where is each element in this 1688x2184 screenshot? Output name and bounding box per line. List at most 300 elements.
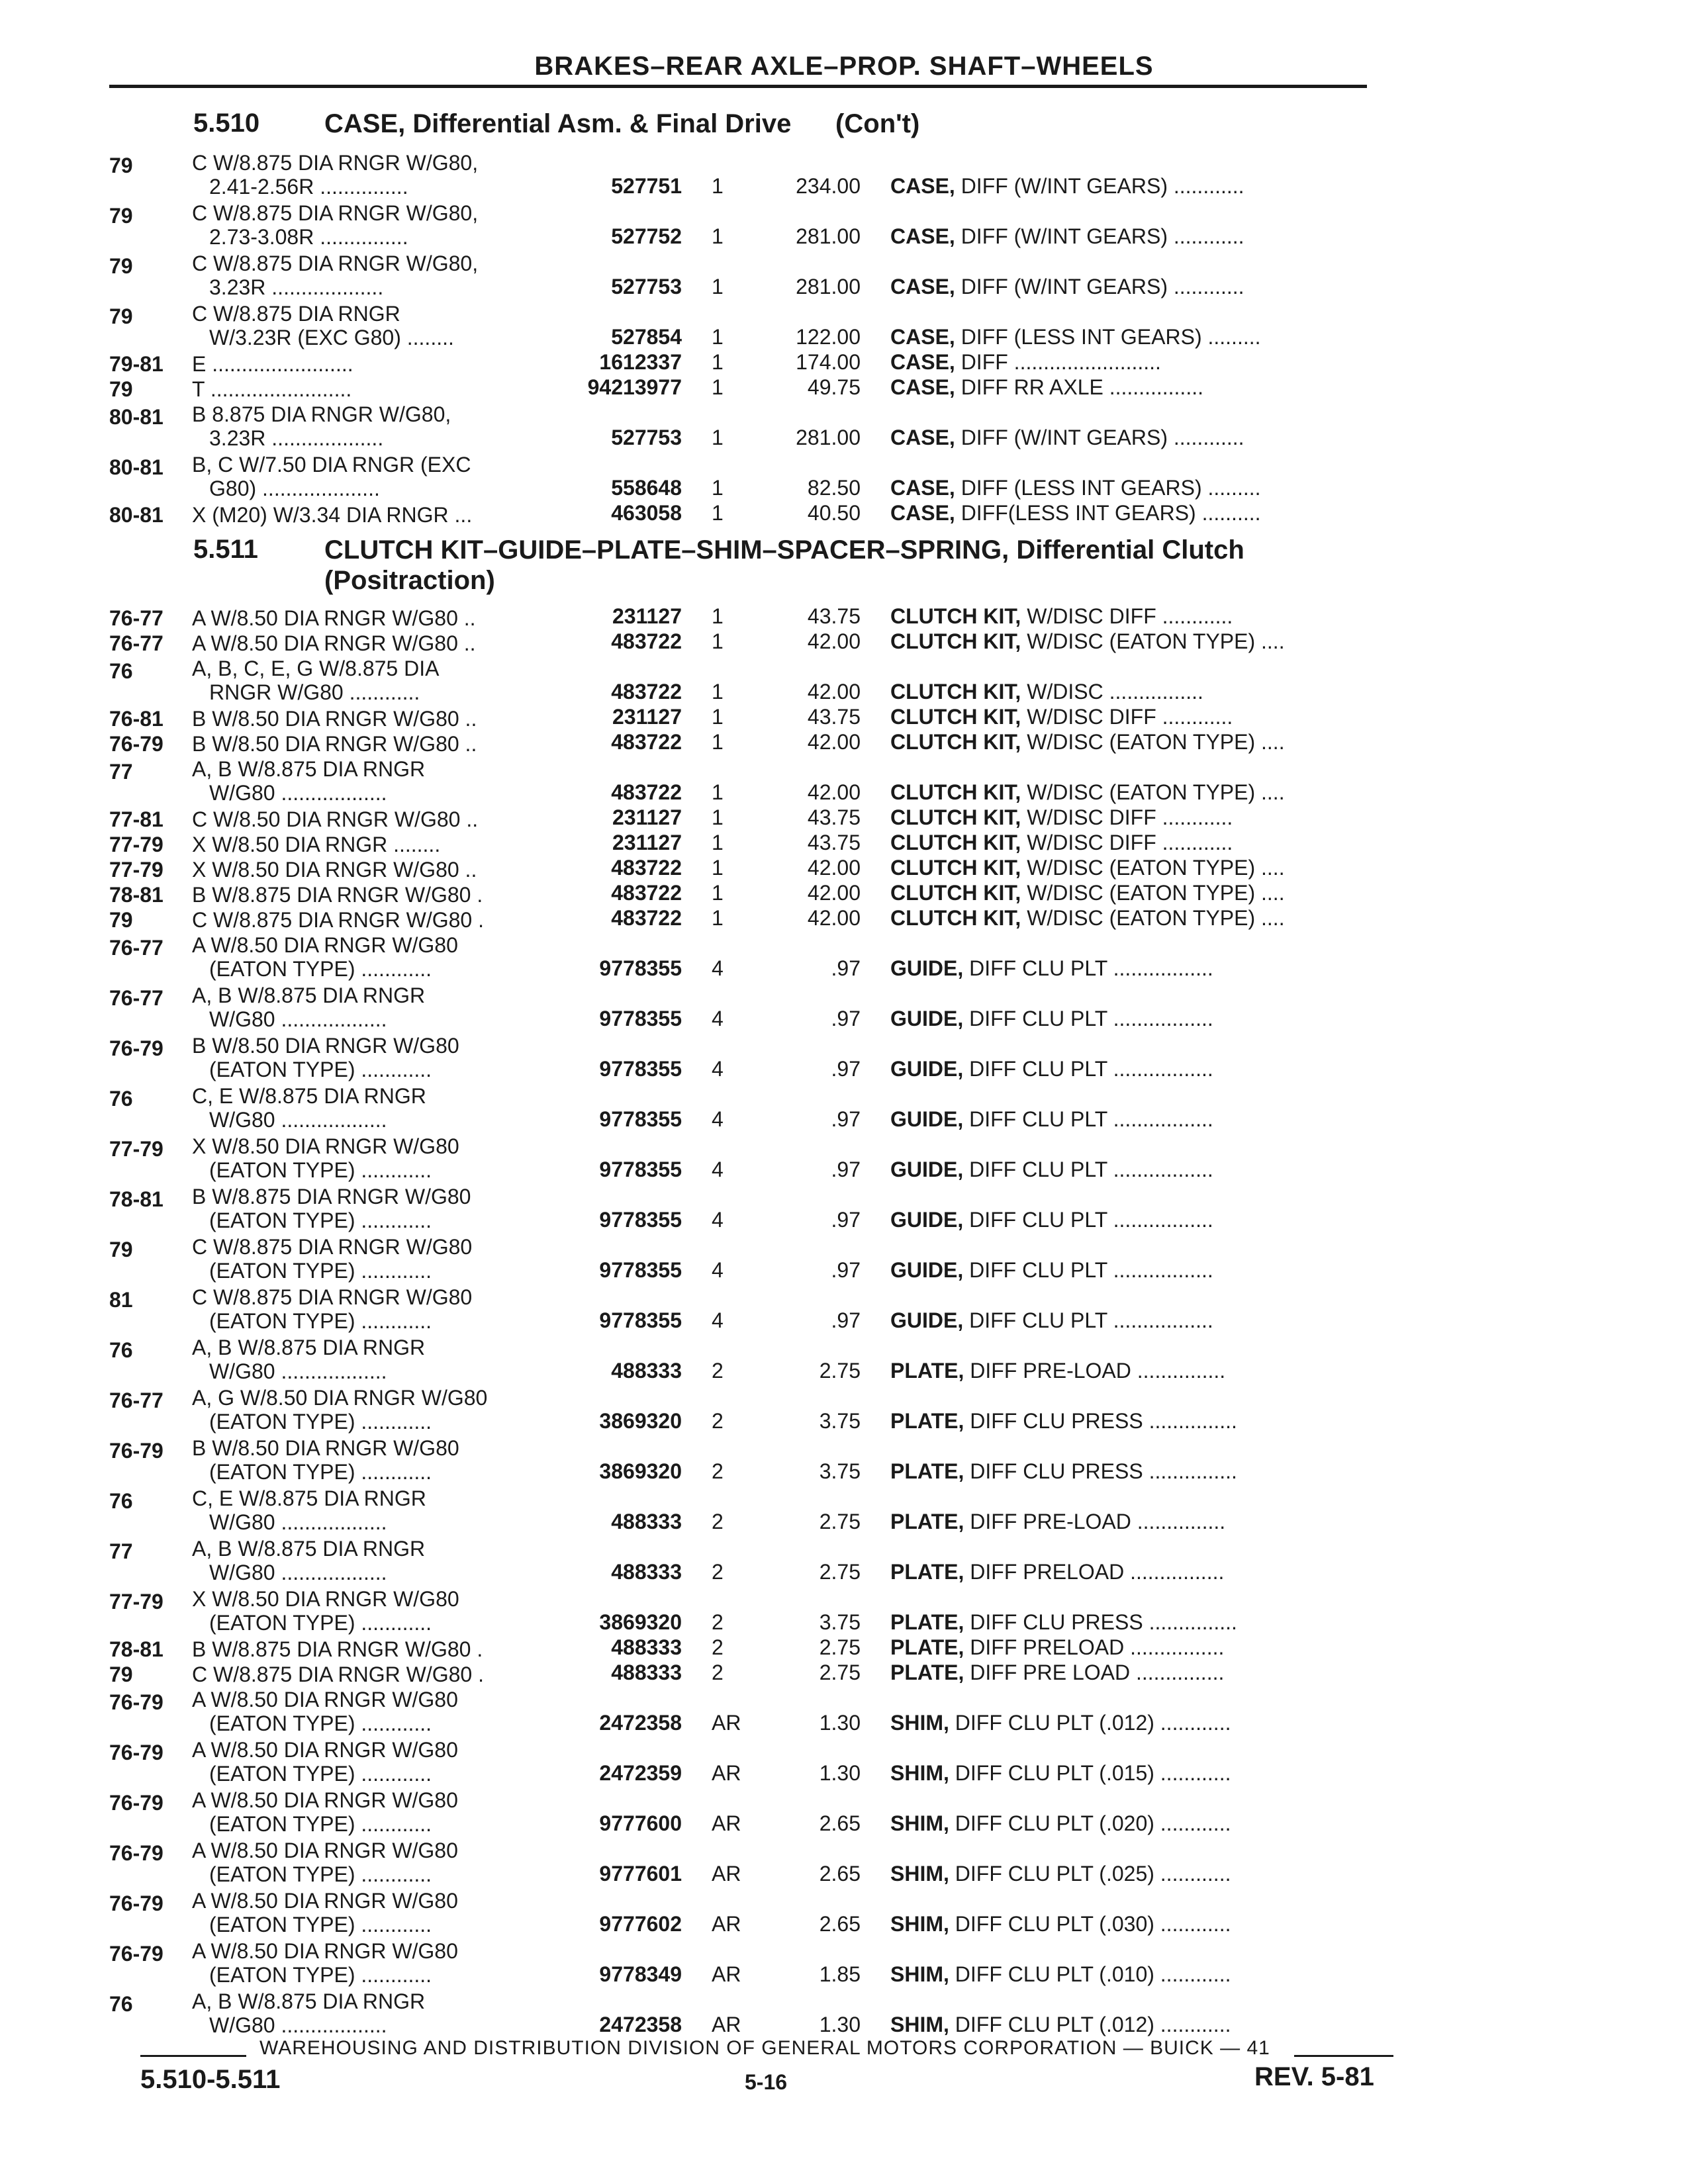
application-cont: (EATON TYPE) ............ (209, 1913, 432, 1936)
price: 281.00 (796, 426, 861, 449)
part-number: 9778355 (599, 1158, 682, 1181)
part-number: 9778349 (599, 1962, 682, 1986)
section-header (0, 101, 1688, 150)
model-year: 81 (109, 1288, 133, 1312)
part-detail: DIFF (LESS INT GEARS) ......... (955, 476, 1261, 500)
part-number: 527753 (611, 426, 682, 449)
part-description (890, 1862, 1231, 1886)
application-cont: (EATON TYPE) ............ (209, 1309, 432, 1333)
application-cont: (EATON TYPE) ............ (209, 1460, 432, 1484)
part-name: SHIM, (890, 2013, 949, 2036)
table-row (0, 300, 1688, 351)
part-description (890, 805, 1233, 830)
model-year: 79 (109, 908, 133, 932)
section-number: 5.511 (193, 535, 258, 564)
part-number: 483722 (611, 780, 682, 804)
application: A W/8.50 DIA RNGR W/G80 (192, 1788, 458, 1812)
quantity: 1 (712, 325, 724, 349)
part-number: 9778355 (599, 1208, 682, 1232)
part-name: GUIDE, (890, 1258, 964, 1282)
table-row (0, 731, 1688, 756)
part-description (890, 1560, 1224, 1584)
part-number: 527753 (611, 275, 682, 298)
application: A W/8.50 DIA RNGR W/G80 .. (192, 606, 476, 630)
section-title (324, 109, 1450, 139)
application-cont: W/G80 .................. (209, 2013, 387, 2037)
table-row (0, 1032, 1688, 1083)
part-description (890, 501, 1261, 525)
application: B W/8.50 DIA RNGR W/G80 (192, 1436, 459, 1460)
part-detail: DIFF CLU PLT ................. (963, 956, 1213, 980)
part-name: GUIDE, (890, 1057, 964, 1081)
part-detail: DIFF (W/INT GEARS) ............ (955, 426, 1244, 449)
part-detail: DIFF CLU PLT ................. (963, 1308, 1213, 1332)
application-cont: (EATON TYPE) ............ (209, 1611, 432, 1635)
footer-page-number: 5-16 (745, 2070, 788, 2094)
part-number: 488333 (611, 1510, 682, 1533)
application: C W/8.875 DIA RNGR W/G80, (192, 251, 479, 275)
part-number: 231127 (612, 831, 682, 854)
part-name: PLATE, (890, 1635, 964, 1659)
part-detail: DIFF PRE-LOAD ............... (964, 1510, 1226, 1533)
price: .97 (831, 1158, 861, 1181)
application-cont: RNGR W/G80 ............ (209, 680, 420, 704)
model-year: 77-79 (109, 833, 164, 856)
model-year: 76-79 (109, 1036, 164, 1060)
part-number: 483722 (611, 906, 682, 930)
price: 43.75 (807, 705, 861, 729)
price: 49.75 (807, 375, 861, 399)
part-detail: DIFF CLU PLT (.030) ............ (949, 1912, 1231, 1936)
model-year: 79 (109, 304, 133, 328)
application-cont: (EATON TYPE) ............ (209, 1410, 432, 1433)
price: 1.30 (819, 1711, 861, 1735)
part-number: 527854 (611, 325, 682, 349)
application: E ........................ (192, 352, 353, 376)
part-number: 3869320 (599, 1409, 682, 1433)
model-year: 77 (109, 1539, 133, 1563)
part-description (890, 350, 1161, 375)
part-description (890, 1510, 1225, 1534)
part-number: 9778355 (599, 1057, 682, 1081)
part-name: CLUTCH KIT, (890, 604, 1021, 628)
application: X W/8.50 DIA RNGR W/G80 (192, 1134, 459, 1158)
table-row (0, 1535, 1688, 1586)
application-cont: (EATON TYPE) ............ (209, 1762, 432, 1786)
part-description (890, 956, 1213, 981)
application: B W/8.50 DIA RNGR W/G80 (192, 1034, 459, 1058)
table-row (0, 1837, 1688, 1888)
footer-rule (140, 2055, 246, 2057)
price: 43.75 (807, 604, 861, 628)
price: 82.50 (807, 476, 861, 500)
part-name: CASE, (890, 174, 955, 198)
part-name: PLATE, (890, 1510, 964, 1533)
part-description (890, 1007, 1213, 1031)
price: 1.30 (819, 2013, 861, 2036)
application: A W/8.50 DIA RNGR W/G80 .. (192, 631, 476, 655)
part-name: CLUTCH KIT, (890, 805, 1021, 829)
quantity: 4 (712, 1158, 724, 1181)
part-name: GUIDE, (890, 956, 964, 980)
part-description (890, 2013, 1231, 2037)
table-row (0, 982, 1688, 1032)
application: A, B W/8.875 DIA RNGR (192, 1336, 426, 1359)
application: C W/8.50 DIA RNGR W/G80 .. (192, 807, 479, 831)
part-description (890, 730, 1285, 754)
price: 281.00 (796, 275, 861, 298)
part-description (890, 705, 1233, 729)
section-continued: (Con't) (835, 109, 920, 138)
part-name: GUIDE, (890, 1158, 964, 1181)
part-description (890, 325, 1261, 349)
table-row (0, 856, 1688, 882)
model-year: 79-81 (109, 352, 164, 376)
price: 42.00 (807, 906, 861, 930)
price: .97 (831, 1007, 861, 1030)
part-name: CASE, (890, 476, 955, 500)
part-description (890, 881, 1285, 905)
part-name: GUIDE, (890, 1308, 964, 1332)
model-year: 78-81 (109, 883, 164, 907)
part-name: CLUTCH KIT, (890, 730, 1021, 754)
part-name: PLATE, (890, 1359, 964, 1383)
price: 1.30 (819, 1761, 861, 1785)
price: 2.75 (819, 1560, 861, 1584)
part-description (890, 1409, 1237, 1433)
price: 40.50 (807, 501, 861, 525)
application-cont: W/G80 .................. (209, 1561, 387, 1584)
price: 42.00 (807, 680, 861, 704)
part-number: 9778355 (599, 1258, 682, 1282)
part-description (890, 275, 1244, 299)
part-description (890, 1459, 1237, 1484)
table-row (0, 907, 1688, 932)
section-header (0, 527, 1688, 605)
part-name: SHIM, (890, 1711, 949, 1735)
part-name: CASE, (890, 375, 955, 399)
part-description (890, 1962, 1231, 1987)
application-cont: (EATON TYPE) ............ (209, 1812, 432, 1836)
title-rule (109, 85, 1367, 88)
table-row (0, 1435, 1688, 1485)
model-year: 76-81 (109, 707, 164, 731)
quantity: AR (712, 1962, 741, 1986)
footer-publisher: WAREHOUSING AND DISTRIBUTION DIVISION OF GENERAL MOTORS CORPORATION — BUICK — 41 (259, 2037, 1270, 2059)
part-name: CLUTCH KIT, (890, 831, 1021, 854)
price: 43.75 (807, 831, 861, 854)
part-detail: DIFF CLU PRESS ............... (964, 1409, 1237, 1433)
application-cont: (EATON TYPE) ............ (209, 1158, 432, 1182)
part-number: 1612337 (599, 350, 682, 374)
part-detail: DIFF CLU PLT ................. (963, 1007, 1213, 1030)
part-detail: W/DISC DIFF ............ (1021, 805, 1233, 829)
model-year: 79 (109, 204, 133, 228)
model-year: 80-81 (109, 405, 164, 429)
table-row (0, 502, 1688, 527)
part-name: SHIM, (890, 1811, 949, 1835)
part-number: 527751 (611, 174, 682, 198)
model-year: 76 (109, 1087, 133, 1111)
part-name: PLATE, (890, 1610, 964, 1634)
part-name: CLUTCH KIT, (890, 856, 1021, 880)
quantity: 1 (712, 629, 724, 653)
part-description (890, 1635, 1224, 1660)
part-detail: W/DISC (EATON TYPE) .... (1021, 856, 1285, 880)
quantity: 1 (712, 224, 724, 248)
model-year: 76-79 (109, 1690, 164, 1714)
part-detail: W/DISC DIFF ............ (1021, 831, 1233, 854)
model-year: 76-79 (109, 1439, 164, 1463)
model-year: 77-81 (109, 807, 164, 831)
model-year: 76-77 (109, 631, 164, 655)
part-name: CLUTCH KIT, (890, 780, 1021, 804)
price: 3.75 (819, 1409, 861, 1433)
model-year: 76-77 (109, 986, 164, 1010)
part-name: CLUTCH KIT, (890, 629, 1021, 653)
part-number: 488333 (611, 1560, 682, 1584)
model-year: 77-79 (109, 1137, 164, 1161)
price: 3.75 (819, 1459, 861, 1483)
part-description (890, 1158, 1213, 1182)
section-rows (0, 150, 1688, 527)
part-description (890, 680, 1203, 704)
part-description (890, 426, 1244, 450)
part-number: 3869320 (599, 1610, 682, 1634)
part-detail: DIFF CLU PLT ................. (963, 1057, 1213, 1081)
application-cont: 2.41-2.56R ............... (209, 175, 408, 199)
price: 174.00 (796, 350, 861, 374)
part-detail: W/DISC (EATON TYPE) .... (1021, 730, 1285, 754)
application-cont: W/3.23R (EXC G80) ........ (209, 326, 454, 349)
price: 1.85 (819, 1962, 861, 1986)
part-number: 2472358 (599, 1711, 682, 1735)
model-year: 76-79 (109, 1841, 164, 1865)
part-name: CASE, (890, 350, 955, 374)
price: .97 (831, 1208, 861, 1232)
application: C, E W/8.875 DIA RNGR (192, 1486, 426, 1510)
price: 42.00 (807, 629, 861, 653)
price: 2.75 (819, 1359, 861, 1383)
model-year: 79 (109, 154, 133, 177)
quantity: 1 (712, 501, 724, 525)
price: 122.00 (796, 325, 861, 349)
part-detail: DIFF CLU PLT ................. (963, 1158, 1213, 1181)
footer-revision: REV. 5-81 (1254, 2062, 1374, 2091)
part-detail: DIFF CLU PLT ................. (963, 1107, 1213, 1131)
quantity: 1 (712, 426, 724, 449)
quantity: 4 (712, 956, 724, 980)
table-row (0, 882, 1688, 907)
application: X (M20) W/3.34 DIA RNGR ... (192, 503, 473, 527)
quantity: 4 (712, 1258, 724, 1282)
part-number: 231127 (612, 705, 682, 729)
table-row (0, 1586, 1688, 1636)
model-year: 79 (109, 1238, 133, 1261)
price: 42.00 (807, 881, 861, 905)
price: .97 (831, 956, 861, 980)
quantity: 4 (712, 1107, 724, 1131)
part-name: PLATE, (890, 1560, 964, 1584)
table-row (0, 401, 1688, 451)
part-detail: DIFF CLU PRESS ............... (964, 1610, 1237, 1634)
part-description (890, 1811, 1231, 1836)
price: .97 (831, 1107, 861, 1131)
part-description (890, 629, 1285, 654)
quantity: 2 (712, 1560, 724, 1584)
part-detail: DIFF CLU PRESS ............... (964, 1459, 1237, 1483)
table-row (0, 250, 1688, 300)
part-number: 9777602 (599, 1912, 682, 1936)
model-year: 76-79 (109, 1791, 164, 1815)
part-number: 9778355 (599, 1007, 682, 1030)
quantity: 1 (712, 906, 724, 930)
part-description (890, 604, 1233, 629)
part-number: 9777600 (599, 1811, 682, 1835)
application-cont: W/G80 .................. (209, 1108, 387, 1132)
part-detail: DIFF PRELOAD ................ (964, 1635, 1225, 1659)
part-number: 527752 (611, 224, 682, 248)
section-number: 5.510 (193, 109, 260, 138)
part-detail: DIFF PRE-LOAD ............... (964, 1359, 1226, 1383)
part-detail: DIFF ......................... (955, 350, 1161, 374)
part-name: CASE, (890, 224, 955, 248)
part-detail: W/DISC (EATON TYPE) .... (1021, 881, 1285, 905)
price: 2.75 (819, 1635, 861, 1659)
part-number: 2472358 (599, 2013, 682, 2036)
application-cont: (EATON TYPE) ............ (209, 1208, 432, 1232)
table-row (0, 376, 1688, 401)
application: A W/8.50 DIA RNGR W/G80 (192, 1738, 458, 1762)
price: .97 (831, 1258, 861, 1282)
part-detail: DIFF (W/INT GEARS) ............ (955, 275, 1244, 298)
part-description (890, 224, 1244, 249)
quantity: 1 (712, 275, 724, 298)
part-description (890, 856, 1285, 880)
application-cont: (EATON TYPE) ............ (209, 1963, 432, 1987)
quantity: AR (712, 1711, 741, 1735)
table-row (0, 1334, 1688, 1385)
price: 42.00 (807, 730, 861, 754)
table-row (0, 451, 1688, 502)
model-year: 76-77 (109, 1388, 164, 1412)
application-cont: (EATON TYPE) ............ (209, 1058, 432, 1081)
application-cont: G80) .................... (209, 477, 380, 500)
part-name: CASE, (890, 325, 955, 349)
part-number: 483722 (611, 730, 682, 754)
model-year: 78-81 (109, 1187, 164, 1211)
part-description (890, 1761, 1231, 1786)
part-detail: W/DISC DIFF ............ (1021, 604, 1233, 628)
part-description (890, 1308, 1213, 1333)
price: 2.65 (819, 1912, 861, 1936)
application: C W/8.875 DIA RNGR W/G80 . (192, 908, 484, 932)
part-description (890, 906, 1285, 931)
table-row (0, 605, 1688, 630)
quantity: 4 (712, 1057, 724, 1081)
table-row (0, 1385, 1688, 1435)
part-number: 94213977 (587, 375, 682, 399)
table-row (0, 1183, 1688, 1234)
application: C W/8.875 DIA RNGR W/G80 . (192, 1662, 484, 1686)
application-cont: W/G80 .................. (209, 781, 387, 805)
part-number: 483722 (611, 680, 682, 704)
price: 42.00 (807, 856, 861, 880)
table-row (0, 1234, 1688, 1284)
quantity: 2 (712, 1635, 724, 1659)
application: A, G W/8.50 DIA RNGR W/G80 (192, 1386, 488, 1410)
price: 234.00 (796, 174, 861, 198)
application: A, B, C, E, G W/8.875 DIA (192, 657, 440, 680)
model-year: 76-79 (109, 1942, 164, 1966)
application: B W/8.50 DIA RNGR W/G80 .. (192, 732, 477, 756)
price: .97 (831, 1057, 861, 1081)
quantity: 4 (712, 1007, 724, 1030)
part-number: 488333 (611, 1359, 682, 1383)
application: B W/8.875 DIA RNGR W/G80 . (192, 883, 483, 907)
model-year: 76-79 (109, 732, 164, 756)
part-name: CLUTCH KIT, (890, 680, 1021, 704)
application: A W/8.50 DIA RNGR W/G80 (192, 1889, 458, 1913)
table-row (0, 1083, 1688, 1133)
application: A W/8.50 DIA RNGR W/G80 (192, 1939, 458, 1963)
section-title (324, 535, 1450, 596)
application: B W/8.50 DIA RNGR W/G80 .. (192, 707, 477, 731)
part-number: 231127 (612, 805, 682, 829)
part-number: 9778355 (599, 1308, 682, 1332)
application-cont: (EATON TYPE) ............ (209, 1259, 432, 1283)
table-row (0, 1888, 1688, 1938)
quantity: 1 (712, 705, 724, 729)
part-description (890, 476, 1261, 500)
part-description (890, 1661, 1224, 1685)
application: C W/8.875 DIA RNGR W/G80 (192, 1235, 473, 1259)
table-row (0, 655, 1688, 705)
part-name: SHIM, (890, 1862, 949, 1886)
table-row (0, 200, 1688, 250)
footer-section-range: 5.510-5.511 (140, 2065, 281, 2094)
model-year: 76-77 (109, 606, 164, 630)
table-row (0, 1938, 1688, 1988)
model-year: 79 (109, 1662, 133, 1686)
part-description (890, 1359, 1225, 1383)
table-row (0, 150, 1688, 200)
part-detail: DIFF CLU PLT (.010) ............ (949, 1962, 1231, 1986)
model-year: 76 (109, 1992, 133, 2016)
quantity: AR (712, 1912, 741, 1936)
application: B, C W/7.50 DIA RNGR (EXC (192, 453, 471, 477)
quantity: 2 (712, 1661, 724, 1684)
application-cont: 3.23R ................... (209, 275, 384, 299)
price: 3.75 (819, 1610, 861, 1634)
quantity: 4 (712, 1208, 724, 1232)
application-cont: (EATON TYPE) ............ (209, 1711, 432, 1735)
quantity: 1 (712, 730, 724, 754)
part-description (890, 831, 1233, 855)
table-row (0, 1661, 1688, 1686)
application: B 8.875 DIA RNGR W/G80, (192, 402, 451, 426)
application: B W/8.875 DIA RNGR W/G80 (192, 1185, 471, 1208)
price: 2.65 (819, 1811, 861, 1835)
part-name: CLUTCH KIT, (890, 906, 1021, 930)
part-number: 463058 (611, 501, 682, 525)
quantity: AR (712, 1811, 741, 1835)
part-description (890, 375, 1203, 400)
part-detail: DIFF CLU PLT (.012) ............ (949, 2013, 1231, 2036)
footer-rule (1294, 2055, 1393, 2057)
quantity: AR (712, 1862, 741, 1886)
part-detail: DIFF PRELOAD ................ (964, 1560, 1225, 1584)
